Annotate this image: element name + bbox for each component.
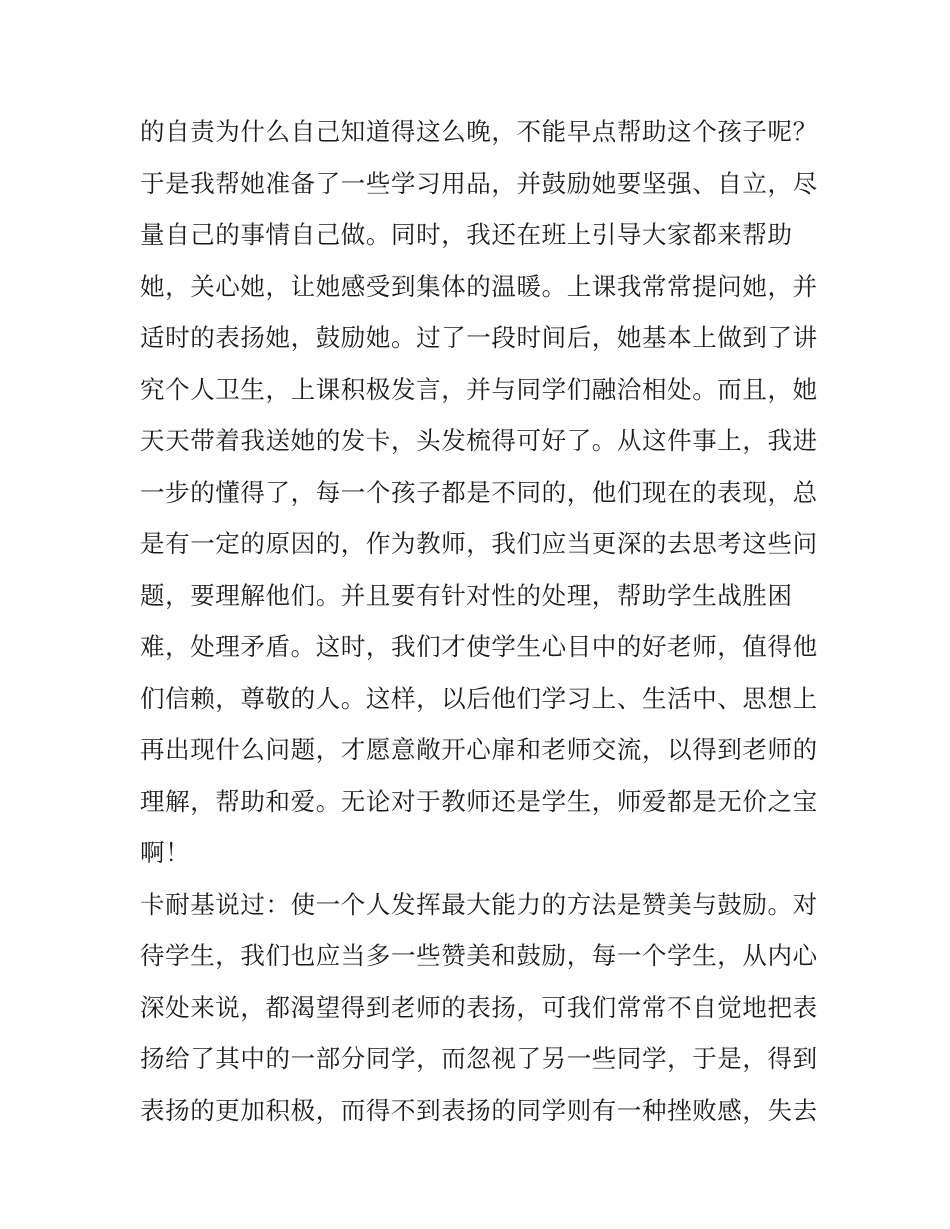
text-line: 卡耐基说过：使一个人发挥最大能力的方法是赞美与鼓励。对 xyxy=(140,889,818,919)
text-line: 究个人卫生，上课积极发言，并与同学们融洽相处。而且，她 xyxy=(140,374,818,404)
text-line: 适时的表扬她，鼓励她。过了一段时间后，她基本上做到了讲 xyxy=(140,323,818,352)
text-line: 再出现什么问题，才愿意敞开心扉和老师交流，以得到老师的 xyxy=(140,735,818,764)
text-line: 理解，帮助和爱。无论对于教师还是学生，师爱都是无价之宝 xyxy=(140,786,818,816)
text-line: 一步的懂得了，每一个孩子都是不同的，他们现在的表现，总 xyxy=(140,477,818,507)
text-line: 的自责为什么自己知道得这么晚，不能早点帮助这个孩子呢？ xyxy=(140,117,818,146)
text-line: 待学生，我们也应当多一些赞美和鼓励，每一个学生，从内心 xyxy=(140,941,818,970)
text-line: 是有一定的原因的，作为教师，我们应当更深的去思考这些问 xyxy=(140,529,818,558)
text-line: 天天带着我送她的发卡，头发梳得可好了。从这件事上，我进 xyxy=(140,426,818,455)
body-text xyxy=(140,106,820,1136)
text-line: 们信赖，尊敬的人。这样，以后他们学习上、生活中、思想上 xyxy=(140,683,818,713)
text-line: 题，要理解他们。并且要有针对性的处理，帮助学生战胜困 xyxy=(140,580,793,610)
text-line: 难，处理矛盾。这时，我们才使学生心目中的好老师，值得他 xyxy=(140,632,818,661)
text-line: 于是我帮她准备了一些学习用品，并鼓励她要坚强、自立，尽 xyxy=(140,168,818,198)
text-line: 啊！ xyxy=(140,838,191,867)
text-line: 表扬的更加积极，而得不到表扬的同学则有一种挫败感，失去 xyxy=(140,1095,818,1125)
text-line: 她，关心她，让她感受到集体的温暖。上课我常常提问她，并 xyxy=(140,271,818,301)
text-line: 深处来说，都渴望得到老师的表扬，可我们常常不自觉地把表 xyxy=(140,992,818,1022)
text-line: 量自己的事情自己做。同时，我还在班上引导大家都来帮助 xyxy=(140,220,793,249)
text-line: 扬给了其中的一部分同学，而忽视了另一些同学，于是，得到 xyxy=(140,1044,818,1073)
